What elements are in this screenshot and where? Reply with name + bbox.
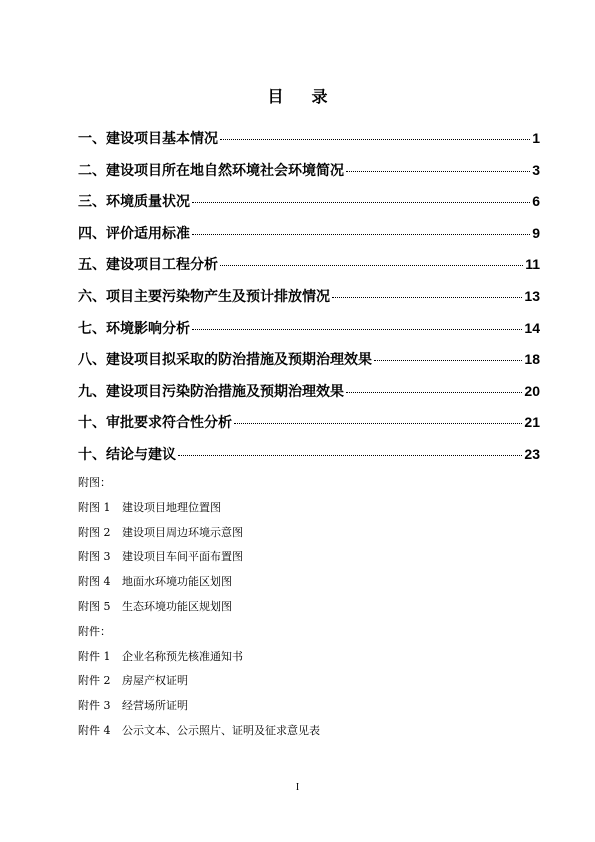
toc-entry-label: 六、项目主要污染物产生及预计排放情况 (78, 288, 330, 305)
attachment-item[interactable] (78, 671, 540, 696)
page-number: I (295, 782, 300, 793)
toc-entry-label: 十、审批要求符合性分析 (78, 415, 232, 432)
toc-entry-label: 四、评价适用标准 (78, 225, 190, 242)
figure-item[interactable] (78, 572, 540, 597)
figure-item[interactable] (78, 547, 540, 572)
figure-title: 建设项目周边环境示意图 (122, 525, 243, 539)
toc-leader-dots (374, 360, 522, 361)
toc-leader-dots (346, 392, 522, 393)
figure-title: 生态环境功能区规划图 (122, 599, 232, 613)
toc-entry-page: 11 (525, 256, 540, 273)
appendix-list (78, 473, 540, 746)
toc-entry-label: 九、建设项目污染防治措施及预期治理效果 (78, 383, 344, 400)
toc-entry-page: 23 (524, 445, 540, 462)
toc-entry-label: 二、建设项目所在地自然环境社会环境简况 (78, 162, 344, 179)
attachment-number: 附件 3 (78, 699, 111, 713)
toc-leader-dots (192, 202, 530, 203)
figure-number: 附图 1 (78, 500, 111, 514)
toc-entry-label: 八、建设项目拟采取的防治措施及预期治理效果 (78, 352, 372, 369)
title-char-2: 录 (311, 87, 328, 106)
attachment-title: 企业名称预先核准通知书 (122, 649, 243, 663)
figure-item[interactable] (78, 523, 540, 548)
attachments-heading: 附件： (78, 624, 111, 638)
toc-entry-label: 一、建设项目基本情况 (78, 131, 218, 147)
attachment-title: 房屋产权证明 (122, 674, 188, 688)
toc-leader-dots (192, 329, 522, 330)
figure-number: 附图 3 (78, 550, 111, 564)
attachment-number: 附件 4 (78, 723, 111, 737)
toc-entry[interactable] (78, 381, 540, 413)
toc-entry-label: 十、结论与建议 (78, 446, 176, 463)
toc-entry-page: 6 (532, 193, 540, 210)
toc-leader-dots (178, 455, 522, 456)
page-title (0, 84, 595, 107)
toc-leader-dots (234, 423, 522, 424)
toc-entry-page: 18 (524, 351, 540, 368)
toc-leader-dots (220, 139, 530, 140)
toc-entry-page: 9 (532, 224, 540, 241)
toc-entry[interactable] (78, 349, 540, 381)
toc-entry[interactable] (78, 286, 540, 318)
toc-entry-page: 1 (532, 130, 540, 146)
figure-number: 附图 5 (78, 599, 111, 613)
toc-entry[interactable] (78, 160, 540, 192)
toc-entry[interactable] (78, 223, 540, 255)
attachment-number: 附件 2 (78, 674, 111, 688)
attachment-number: 附件 1 (78, 649, 111, 663)
toc-entry[interactable] (78, 318, 540, 350)
figure-number: 附图 4 (78, 575, 111, 589)
toc-entry-label: 三、环境质量状况 (78, 194, 190, 211)
toc-entry-page: 14 (524, 319, 540, 336)
attachment-title: 经营场所证明 (122, 699, 188, 713)
figure-item[interactable] (78, 498, 540, 523)
figure-item[interactable] (78, 597, 540, 622)
toc-entry[interactable] (78, 254, 540, 286)
toc-entry-page: 3 (532, 161, 540, 178)
toc-leader-dots (346, 171, 530, 172)
figure-number: 附图 2 (78, 525, 111, 539)
attachment-item[interactable] (78, 647, 540, 672)
figure-title: 建设项目地理位置图 (122, 500, 221, 514)
toc-entry-page: 21 (524, 414, 540, 431)
toc-leader-dots (220, 265, 523, 266)
figures-heading: 附图： (78, 476, 111, 489)
toc-entry[interactable] (78, 128, 540, 160)
toc-leader-dots (332, 297, 522, 298)
figure-title: 建设项目车间平面布置图 (122, 550, 243, 564)
toc-entry-page: 20 (524, 382, 540, 399)
toc-entry-label: 五、建设项目工程分析 (78, 257, 218, 274)
figure-title: 地面水环境功能区划图 (122, 575, 232, 589)
toc-entry[interactable] (78, 412, 540, 444)
toc-leader-dots (192, 234, 530, 235)
table-of-contents (78, 128, 540, 476)
toc-entry[interactable] (78, 191, 540, 223)
title-char-1: 目 (267, 87, 284, 106)
attachment-item[interactable] (78, 696, 540, 721)
attachment-item[interactable] (78, 721, 540, 746)
toc-entry-label: 七、环境影响分析 (78, 320, 190, 337)
toc-entry[interactable] (78, 444, 540, 476)
toc-entry-page: 13 (524, 287, 540, 304)
attachment-title: 公示文本、公示照片、证明及征求意见表 (122, 723, 320, 737)
